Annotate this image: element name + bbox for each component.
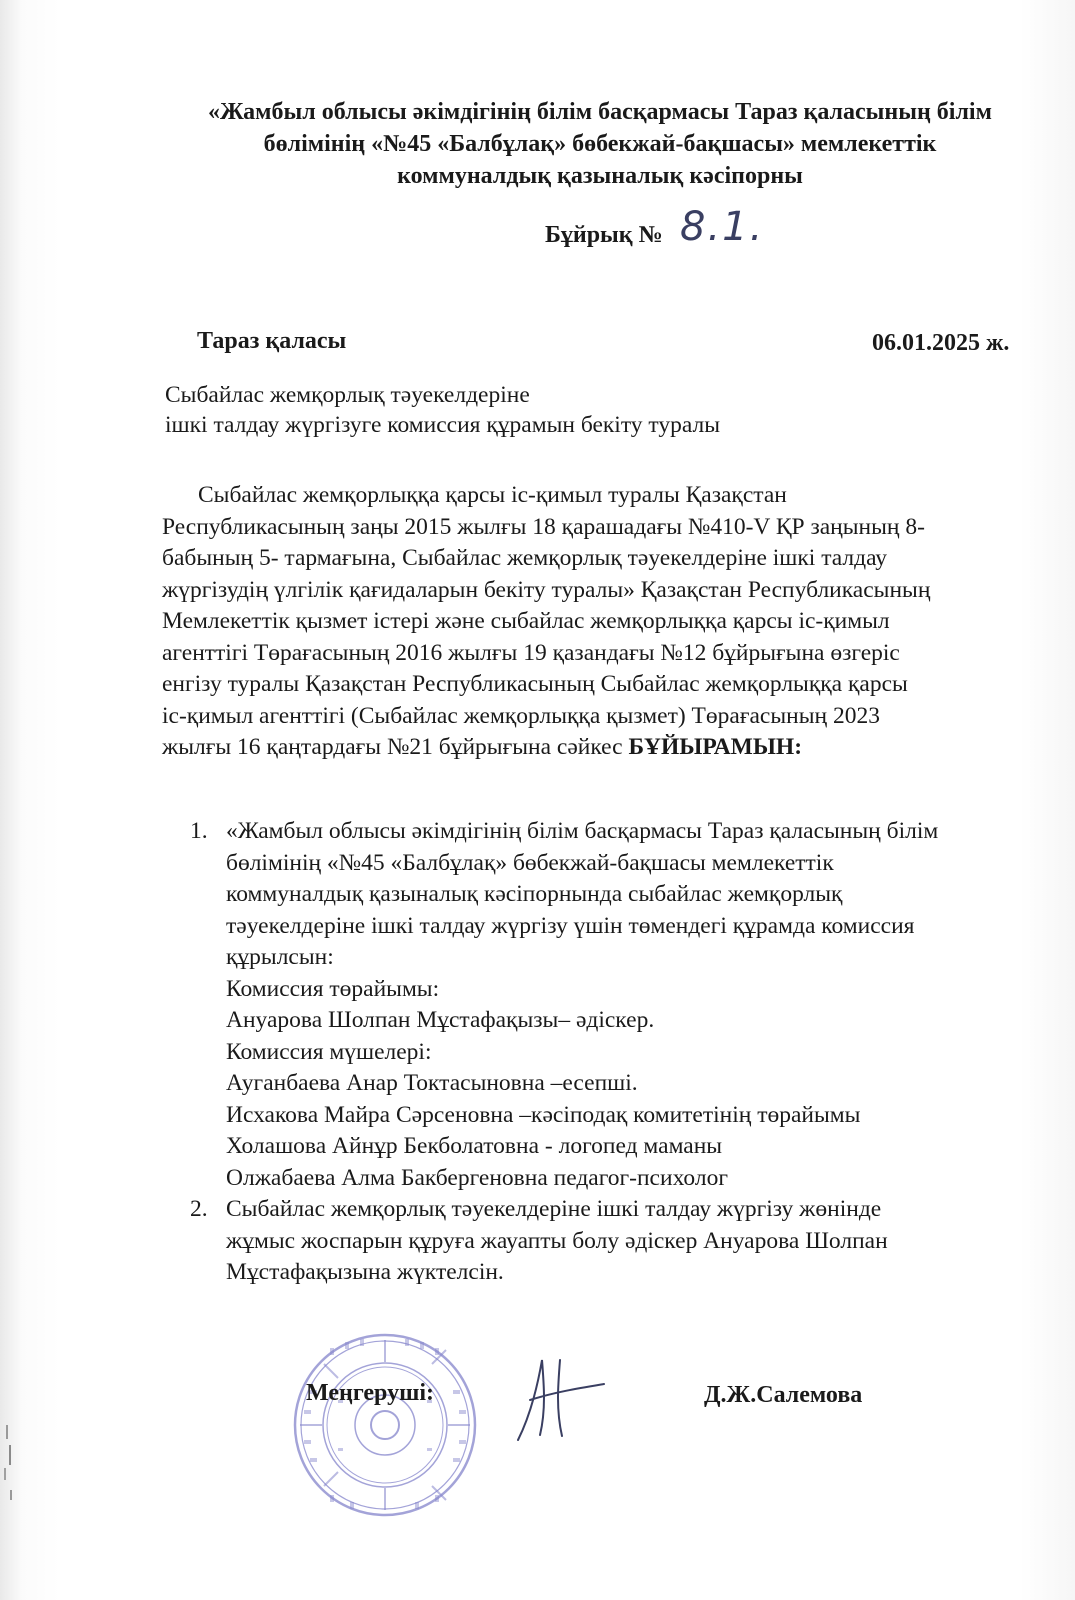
commission-member: Исхакова Майра Сәрсеновна –кәсіподақ комитетінің төрайымы bbox=[226, 1101, 861, 1128]
command-word: БҰЙЫРАМЫН: bbox=[628, 734, 803, 760]
order-number-handwritten: 8.1. bbox=[680, 204, 765, 250]
item-line: «Жамбыл облысы әкімдігінің білім басқармасы Тараз қаласының білім bbox=[226, 818, 939, 844]
org-header-line-3: коммуналдық қазыналық кәсіпорны bbox=[397, 163, 803, 189]
signatory-position: Меңгеруші: bbox=[306, 1380, 435, 1406]
preamble-last-line bbox=[162, 732, 1022, 764]
preamble-line: Мемлекеттік қызмет істері және сыбайлас жемқорлыққа қарсы іс-қимыл bbox=[162, 608, 890, 634]
place-of-issue: Тараз қаласы bbox=[197, 328, 347, 354]
preamble-line: Сыбайлас жемқорлыққа қарсы іс-қимыл туралы Қазақстан bbox=[198, 482, 787, 508]
preamble-paragraph bbox=[162, 480, 1022, 764]
commission-member: Ауганбаева Анар Токтасыновна –есепші. bbox=[226, 1070, 638, 1096]
handwritten-signature bbox=[500, 1340, 610, 1450]
item-line: Мұстафақызына жүктелсін. bbox=[226, 1259, 504, 1285]
preamble-line: жүргізудің үлгілік қағидаларын бекіту туралы» Қазақстан Республикасының bbox=[162, 576, 931, 603]
order-item-1 bbox=[160, 816, 1040, 1194]
order-item-2 bbox=[160, 1194, 1040, 1289]
signature-block bbox=[280, 1330, 980, 1510]
item-line: тәуекелдеріне ішкі талдау жүргізу үшін төмендегі құрамда комиссия bbox=[226, 912, 915, 939]
commission-member: Олжабаева Алма Бакбергеновна педагог-психолог bbox=[226, 1164, 728, 1191]
org-header-line-1: «Жамбыл облысы әкімдігінің білім басқармасы Тараз қаласының білім bbox=[208, 99, 992, 125]
organization-header bbox=[160, 96, 1040, 192]
commission-chair-heading: Комиссия төрайымы: bbox=[226, 975, 440, 1002]
order-date: 06.01.2025 ж. bbox=[872, 330, 1010, 356]
org-header-line-2: бөлімінің «№45 «Балбұлақ» бөбекжай-бақшасы» мемлекеттік bbox=[263, 131, 937, 157]
item-number: 2. bbox=[190, 1196, 208, 1222]
order-items-list bbox=[160, 816, 1040, 1289]
commission-chair: Ануарова Шолпан Мұстафақызы– әдіскер. bbox=[226, 1007, 655, 1033]
subject-line-2: ішкі талдау жүргізуге комиссия құрамын бекіту туралы bbox=[165, 412, 721, 438]
preamble-line: бабының 5- тармағына, Сыбайлас жемқорлық тәуекелдеріне ішкі талдау bbox=[162, 545, 888, 571]
commission-member: Холашова Айнұр Бекболатовна - логопед маманы bbox=[226, 1133, 723, 1159]
item-number: 1. bbox=[190, 818, 208, 844]
item-line: Сыбайлас жемқорлық тәуекелдеріне ішкі талдау жүргізу жөнінде bbox=[226, 1196, 882, 1222]
preamble-line: іс-қимыл агенттігі (Сыбайлас жемқорлыққа қызмет) Төрағасының 2023 bbox=[162, 702, 880, 729]
order-subject bbox=[165, 380, 865, 440]
item-line: коммуналдық қазыналық кәсіпорнында сыбайлас жемқорлық bbox=[226, 881, 843, 907]
item-line: бөлімінің «№45 «Балбұлақ» бөбекжай-бақшасы мемлекеттік bbox=[226, 849, 834, 876]
preamble-last-text: жылғы 16 қаңтардағы №21 бұйрығына сәйкес bbox=[162, 734, 629, 760]
scan-edge-marks bbox=[0, 0, 18, 1600]
preamble-line: агенттігі Төрағасының 2016 жылғы 19 қазандағы №12 бұйрығына өзгеріс bbox=[162, 639, 900, 666]
preamble-line: Республикасының заңы 2015 жылғы 18 қарашадағы №410-V ҚР заңының 8- bbox=[162, 513, 925, 540]
signatory-name: Д.Ж.Салемова bbox=[704, 1382, 863, 1408]
item-line: құрылсын: bbox=[226, 944, 334, 970]
official-stamp-seal bbox=[290, 1330, 480, 1520]
commission-members-heading: Комиссия мүшелері: bbox=[226, 1038, 432, 1065]
subject-line-1: Сыбайлас жемқорлық тәуекелдеріне bbox=[165, 382, 530, 408]
preamble-line: енгізу туралы Қазақстан Республикасының Сыбайлас жемқорлыққа қарсы bbox=[162, 671, 908, 697]
order-label: Бұйрық № bbox=[545, 222, 663, 248]
order-number-line bbox=[480, 204, 800, 264]
item-line: жұмыс жоспарын құруға жауапты болу әдіскер Ануарова Шолпан bbox=[226, 1227, 888, 1254]
